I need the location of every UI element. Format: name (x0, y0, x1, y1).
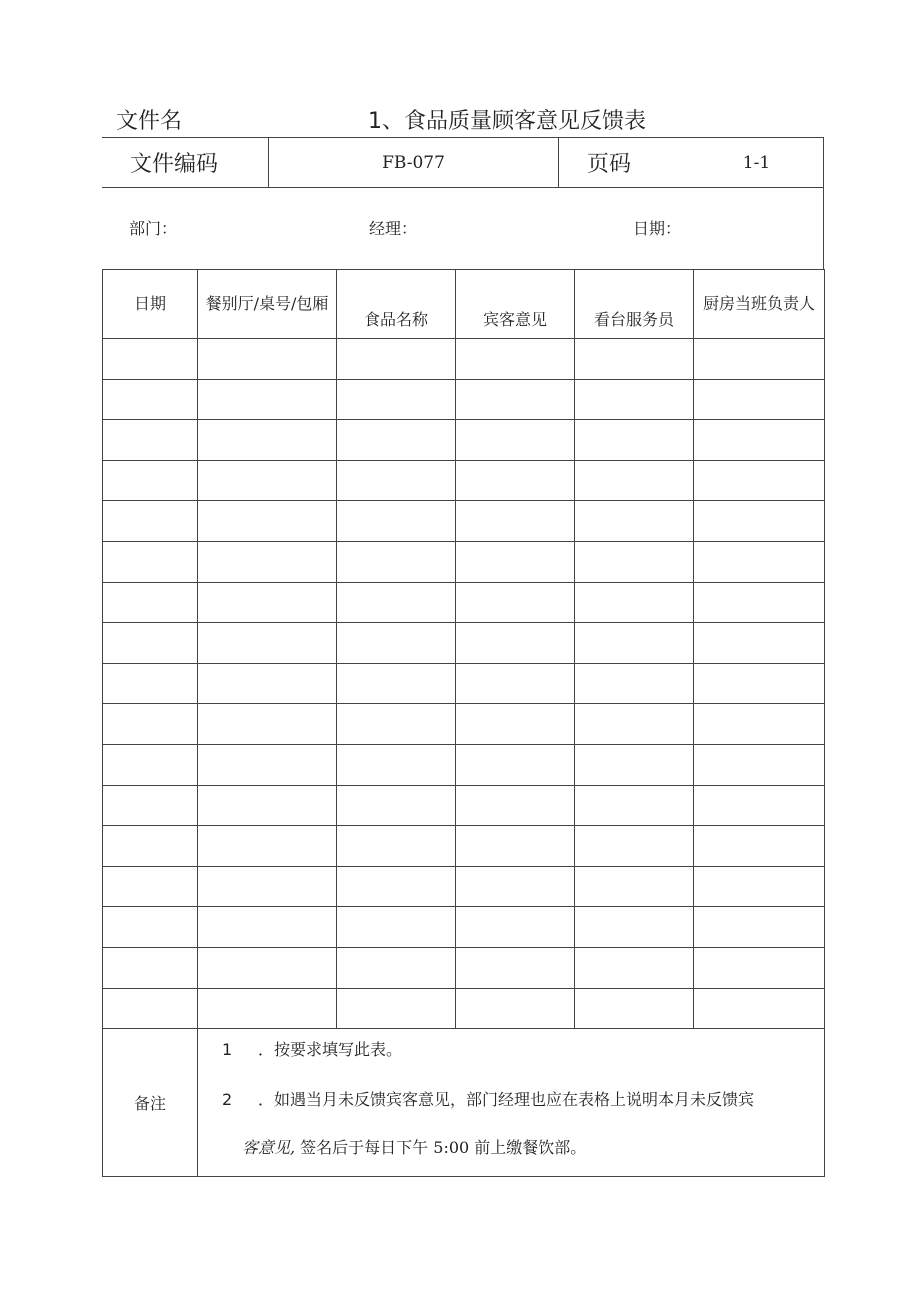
table-row (103, 339, 825, 380)
table-row (103, 947, 825, 988)
table-cell[interactable] (575, 744, 694, 785)
table-row (103, 704, 825, 745)
table-cell[interactable] (103, 947, 198, 988)
table-cell[interactable] (337, 420, 456, 461)
table-cell[interactable] (103, 501, 198, 542)
table-cell[interactable] (575, 420, 694, 461)
table-cell[interactable] (337, 582, 456, 623)
table-cell[interactable] (103, 907, 198, 948)
table-row (103, 582, 825, 623)
table-cell[interactable] (198, 541, 337, 582)
table-cell[interactable] (198, 826, 337, 867)
table-cell[interactable] (198, 582, 337, 623)
table-cell[interactable] (103, 339, 198, 380)
note-number: 2 (222, 1090, 233, 1110)
note-text-italic: 客意见, (242, 1138, 296, 1158)
table-cell[interactable] (694, 704, 825, 745)
table-cell[interactable] (456, 826, 575, 867)
table-cell[interactable] (694, 663, 825, 704)
table-cell[interactable] (103, 704, 198, 745)
table-header-row (103, 270, 825, 339)
table-cell[interactable] (575, 501, 694, 542)
table-cell[interactable] (337, 339, 456, 380)
table-cell[interactable] (575, 907, 694, 948)
note-item-2 (222, 1087, 754, 1110)
notes-content (198, 1029, 825, 1177)
table-row (103, 460, 825, 501)
table-cell[interactable] (337, 663, 456, 704)
table-cell[interactable] (198, 460, 337, 501)
table-cell[interactable] (337, 623, 456, 664)
table-cell[interactable] (694, 582, 825, 623)
table-cell[interactable] (575, 541, 694, 582)
table-cell[interactable] (198, 947, 337, 988)
table-cell[interactable] (198, 988, 337, 1029)
department-field: 部门： (129, 219, 178, 238)
table-cell[interactable] (337, 744, 456, 785)
table-row (103, 420, 825, 461)
table-cell[interactable] (337, 460, 456, 501)
table-cell[interactable] (456, 541, 575, 582)
table-row (103, 826, 825, 867)
table-cell[interactable] (337, 379, 456, 420)
table-cell[interactable] (575, 866, 694, 907)
col-header-kitchen: 厨房当班负责人 (694, 270, 825, 339)
table-cell[interactable] (337, 988, 456, 1029)
table-cell[interactable] (694, 623, 825, 664)
table-cell[interactable] (103, 420, 198, 461)
table-cell[interactable] (456, 501, 575, 542)
document-label: 文件名 (116, 109, 183, 134)
table-cell[interactable] (575, 988, 694, 1029)
table-row (103, 541, 825, 582)
table-cell[interactable] (198, 623, 337, 664)
table-cell[interactable] (337, 826, 456, 867)
table-cell[interactable] (694, 744, 825, 785)
table-cell[interactable] (694, 866, 825, 907)
table-cell[interactable] (456, 420, 575, 461)
table-cell[interactable] (337, 501, 456, 542)
table-cell[interactable] (575, 582, 694, 623)
table-cell[interactable] (103, 785, 198, 826)
table-cell[interactable] (337, 947, 456, 988)
feedback-table (102, 269, 825, 1177)
page-label: 页码 (587, 152, 632, 177)
table-row (103, 785, 825, 826)
table-row (103, 988, 825, 1029)
table-cell[interactable] (694, 947, 825, 988)
table-row (103, 744, 825, 785)
table-cell[interactable] (198, 744, 337, 785)
table-cell[interactable] (103, 663, 198, 704)
table-cell[interactable] (456, 907, 575, 948)
header-box (102, 137, 824, 188)
table-cell[interactable] (456, 785, 575, 826)
code-value: FB-077 (269, 138, 559, 187)
table-row (103, 379, 825, 420)
table-cell[interactable] (694, 785, 825, 826)
table-cell[interactable] (694, 420, 825, 461)
notes-label: 备注 (103, 1029, 198, 1177)
code-label: 文件编码 (102, 138, 269, 187)
table-cell[interactable] (103, 541, 198, 582)
table-cell[interactable] (575, 663, 694, 704)
table-cell[interactable] (198, 704, 337, 745)
notes-row (103, 1029, 825, 1177)
table-row (103, 866, 825, 907)
table-cell[interactable] (694, 988, 825, 1029)
table-body (103, 339, 825, 1029)
col-header-opinion: 宾客意见 (456, 270, 575, 339)
table-cell[interactable] (103, 744, 198, 785)
table-cell[interactable] (337, 866, 456, 907)
table-cell[interactable] (456, 947, 575, 988)
table-cell[interactable] (198, 663, 337, 704)
table-cell[interactable] (198, 785, 337, 826)
table-cell[interactable] (575, 947, 694, 988)
table-cell[interactable] (198, 501, 337, 542)
table-cell[interactable] (694, 379, 825, 420)
col-header-food: 食品名称 (337, 270, 456, 339)
table-cell[interactable] (337, 907, 456, 948)
table-cell[interactable] (575, 826, 694, 867)
table-cell[interactable] (575, 704, 694, 745)
table-cell[interactable] (456, 339, 575, 380)
note-number: 1 (222, 1040, 233, 1060)
table-cell[interactable] (198, 379, 337, 420)
document-title: 1、食品质量顾客意见反馈表 (368, 109, 646, 134)
manager-field: 经理： (369, 219, 418, 238)
table-cell[interactable] (575, 339, 694, 380)
table-cell[interactable] (103, 460, 198, 501)
table-row (103, 623, 825, 664)
table-cell[interactable] (575, 460, 694, 501)
note-text: 签名后于每日下午 5:00 前上缴餐饮部。 (295, 1138, 587, 1158)
table-cell[interactable] (694, 541, 825, 582)
table-cell[interactable] (103, 988, 198, 1029)
table-cell[interactable] (694, 460, 825, 501)
table-cell[interactable] (575, 623, 694, 664)
table-cell[interactable] (456, 866, 575, 907)
table-cell[interactable] (198, 339, 337, 380)
note-item-2-continued (242, 1135, 586, 1158)
table-cell[interactable] (456, 460, 575, 501)
page-value: 1-1 (742, 152, 771, 173)
meta-frame-border (823, 188, 824, 270)
note-text: ．按要求填写此表。 (258, 1040, 403, 1060)
table-cell[interactable] (103, 379, 198, 420)
table-cell[interactable] (456, 744, 575, 785)
table-row (103, 663, 825, 704)
table-cell[interactable] (456, 663, 575, 704)
table-cell[interactable] (694, 826, 825, 867)
col-header-table: 餐别厅/桌号/包厢 (198, 270, 337, 339)
table-cell[interactable] (694, 501, 825, 542)
table-cell[interactable] (103, 623, 198, 664)
table-row (103, 501, 825, 542)
table-cell[interactable] (337, 704, 456, 745)
table-cell[interactable] (694, 907, 825, 948)
note-text: ．如遇当月未反馈宾客意见，部门经理也应在表格上说明本月未反馈宾 (258, 1090, 755, 1110)
table-cell[interactable] (198, 420, 337, 461)
table-cell[interactable] (456, 623, 575, 664)
table-cell[interactable] (103, 866, 198, 907)
table-cell[interactable] (575, 785, 694, 826)
table-cell[interactable] (456, 582, 575, 623)
date-field: 日期： (633, 219, 682, 238)
note-item-1 (222, 1037, 402, 1060)
table-cell[interactable] (103, 826, 198, 867)
table-cell[interactable] (337, 541, 456, 582)
table-cell[interactable] (456, 379, 575, 420)
table-cell[interactable] (337, 785, 456, 826)
table-cell[interactable] (456, 988, 575, 1029)
table-cell[interactable] (198, 907, 337, 948)
table-cell[interactable] (575, 379, 694, 420)
table-cell[interactable] (103, 582, 198, 623)
table-cell[interactable] (694, 339, 825, 380)
table-row (103, 907, 825, 948)
table-cell[interactable] (456, 704, 575, 745)
table-cell[interactable] (198, 866, 337, 907)
col-header-waiter: 看台服务员 (575, 270, 694, 339)
col-header-date: 日期 (103, 270, 198, 339)
